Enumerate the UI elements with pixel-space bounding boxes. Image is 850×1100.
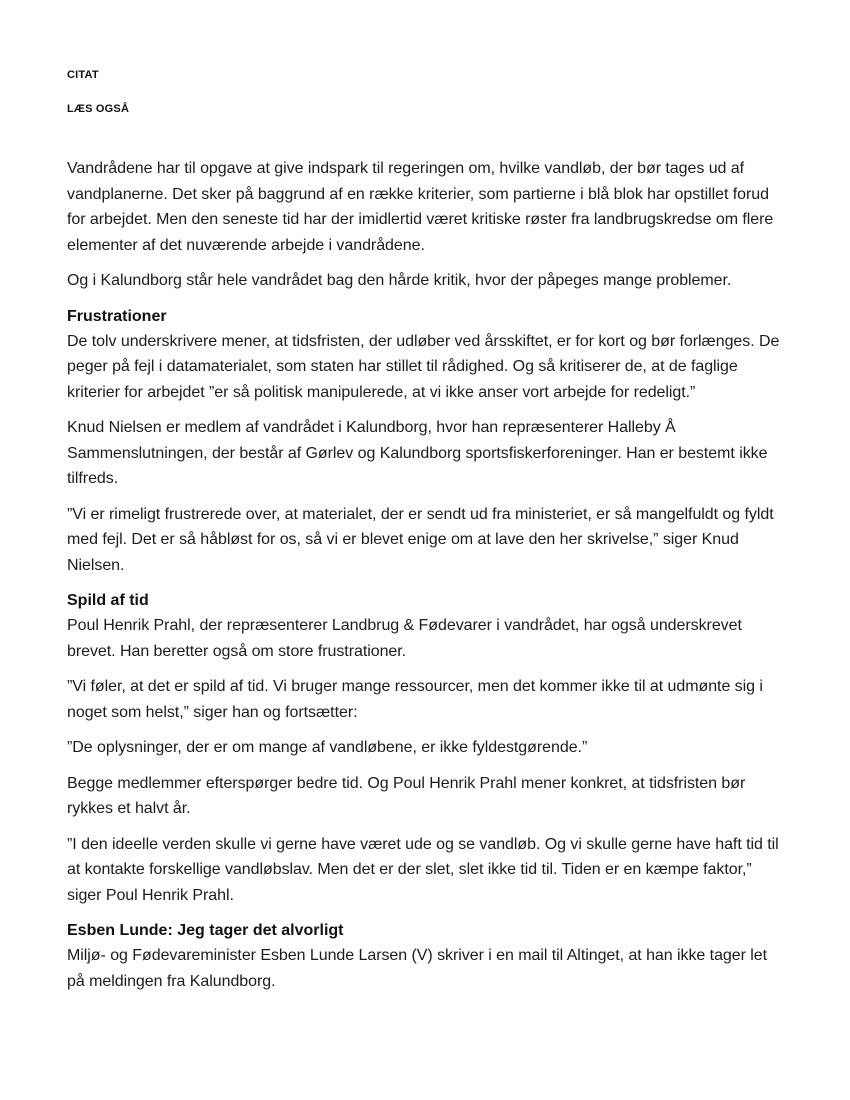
paragraph: Begge medlemmer efterspørger bedre tid. Og Poul Henrik Prahl mener konkret, at tidsfristen bør rykkes et halvt år. (67, 774, 746, 817)
paragraph: ”De oplysninger, der er om mange af vandløbene, er ikke fyldestgørende.” (67, 739, 588, 756)
intro-paragraph-2: Og i Kalundborg står hele vandrådet bag den hårde kritik, hvor der påpeges mange problemer. (67, 272, 732, 289)
section-heading-esben-lunde: Esben Lunde: Jeg tager det alvorligt (67, 922, 344, 939)
section-frustrationer (67, 304, 787, 579)
paragraph: ”I den ideelle verden skulle vi gerne have været ude og se vandløb. Og vi skulle gerne have haft tid til at kontakte forskellige vandløbslav. Men det er der slet, slet ikke tid til. Tiden er en kæmpe faktor,” siger Poul Henrik Prahl. (67, 835, 779, 904)
section-heading-spild-af-tid: Spild af tid (67, 592, 149, 609)
section-spild-af-tid (67, 588, 787, 908)
laes-ogsaa-label[interactable]: LÆS OGSÅ (67, 103, 130, 115)
paragraph: De tolv underskrivere mener, at tidsfristen, der udløber ved årsskiftet, er for kort og bør forlænges. De peger på fejl i datamaterialet, som staten har stillet til rådighed. Og så kritiserer de, at de faglige kriterier for arbejdet ”er så politisk manipulerede, at vi ikke anser vort arbejde for redeligt.” (67, 332, 780, 401)
article-body (67, 156, 787, 1004)
section-heading-frustrationer: Frustrationer (67, 307, 167, 325)
paragraph: Miljø- og Fødevareminister Esben Lunde Larsen (V) skriver i en mail til Altinget, at han ikke tager let på meldingen fra Kalundborg. (67, 947, 768, 990)
paragraph: ”Vi føler, at det er spild af tid. Vi bruger mange ressourcer, men det kommer ikke til at udmønte sig i noget som helst,” siger han og fortsætter: (67, 678, 763, 721)
intro-paragraph-1: Vandrådene har til opgave at give indspark til regeringen om, hvilke vandløb, der bør tages ud af vandplanerne. Det sker på baggrund af en række kriterier, som partierne i blå blok har opstillet forud for arbejdet. Men den seneste tid har der imidlertid været kritiske røster fra landbrugskredse om flere elementer af det nuværende arbejde i vandrådene. (67, 160, 774, 254)
section-esben-lunde (67, 918, 787, 994)
paragraph: Poul Henrik Prahl, der repræsenterer Landbrug & Fødevarer i vandrådet, har også underskrevet brevet. Han beretter også om store frustrationer. (67, 617, 742, 660)
paragraph: ”Vi er rimeligt frustrerede over, at materialet, der er sendt ud fra ministeriet, er så mangelfuldt og fyldt med fejl. Det er så håbløst for os, så vi er blevet enige om at lave den her skrivelse,” siger Knud Nielsen. (67, 505, 774, 574)
citat-label: CITAT (67, 69, 99, 81)
paragraph: Knud Nielsen er medlem af vandrådet i Kalundborg, hvor han repræsenterer Halleby Å Sammenslutningen, der består af Gørlev og Kalundborg sportsfiskerforeninger. Han er bestemt ikke tilfreds. (67, 419, 768, 487)
